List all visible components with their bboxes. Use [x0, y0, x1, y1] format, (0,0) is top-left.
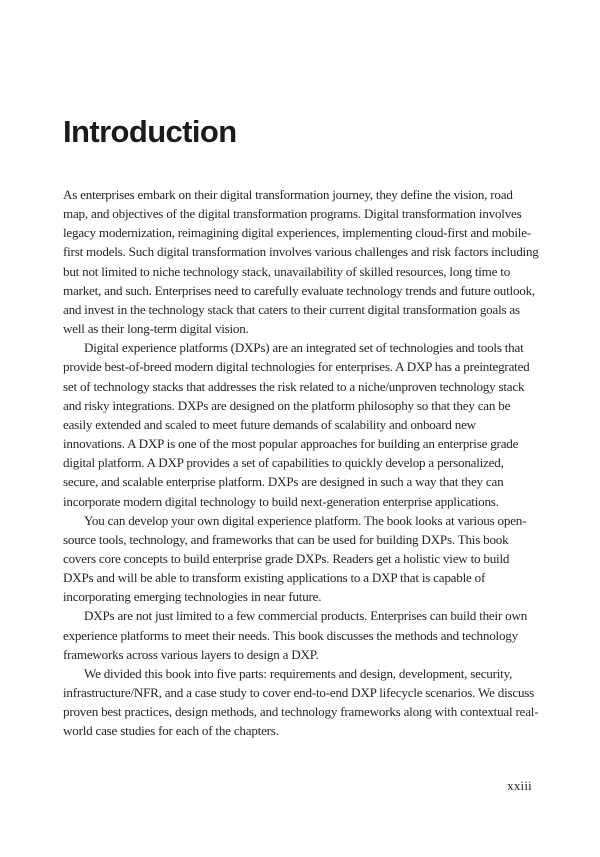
- body-text: [63, 185, 540, 741]
- page-number: xxiii: [507, 778, 532, 793]
- body-paragraph: Digital experience platforms (DXPs) are an integrated set of technologies and tools that provide best-of-breed modern digital technologies for enterprises. A DXP has a preintegrated set of technology stacks that addresses the risk related to a niche/unproven technology stack and risky integrations. DXPs are designed on the platform philosophy so that they can be easily extended and scaled to meet future demands of scalability and onboard new innovations. A DXP is one of the most popular approaches for building an enterprise grade digital platform. A DXP provides a set of capabilities to quickly develop a personalized, secure, and scalable enterprise platform. DXPs are designed in such a way that they can incorporate modern digital technology to build next-generation enterprise applications.: [63, 340, 530, 509]
- body-paragraph: DXPs are not just limited to a few commercial products. Enterprises can build their own experience platforms to meet their needs. This book discusses the methods and technology frameworks across various layers to design a DXP.: [63, 608, 528, 662]
- body-paragraph: You can develop your own digital experience platform. The book looks at various open-source tools, technology, and frameworks that can be used for building DXPs. This book covers core concepts to build enterprise grade DXPs. Readers get a holistic view to build DXPs and will be able to transform existing applications to a DXP that is capable of incorporating emerging technologies in near future.: [63, 512, 527, 605]
- body-paragraph: As enterprises embark on their digital transformation journey, they define the vision, road map, and objectives of the digital transformation programs. Digital transformation involves legacy modernization, reimagining digital experiences, implementing cloud-first and mobile-first models. Such digital transformation involves various challenges and risk factors including but not limited to niche technology stack, unavailability of skilled resources, long time to market, and such. Enterprises need to carefully evaluate technology trends and future outlook, and invest in the technology stack that caters to their current digital transformation goals as well as their long-term digital vision.: [63, 187, 539, 337]
- body-paragraph: We divided this book into five parts: requirements and design, development, security, infrastructure/NFR, and a case study to cover end-to-end DXP lifecycle scenarios. We discuss proven best practices, design methods, and technology frameworks along with contextual real-world case studies for each of the chapters.: [63, 665, 539, 739]
- chapter-title: Introduction: [63, 114, 237, 149]
